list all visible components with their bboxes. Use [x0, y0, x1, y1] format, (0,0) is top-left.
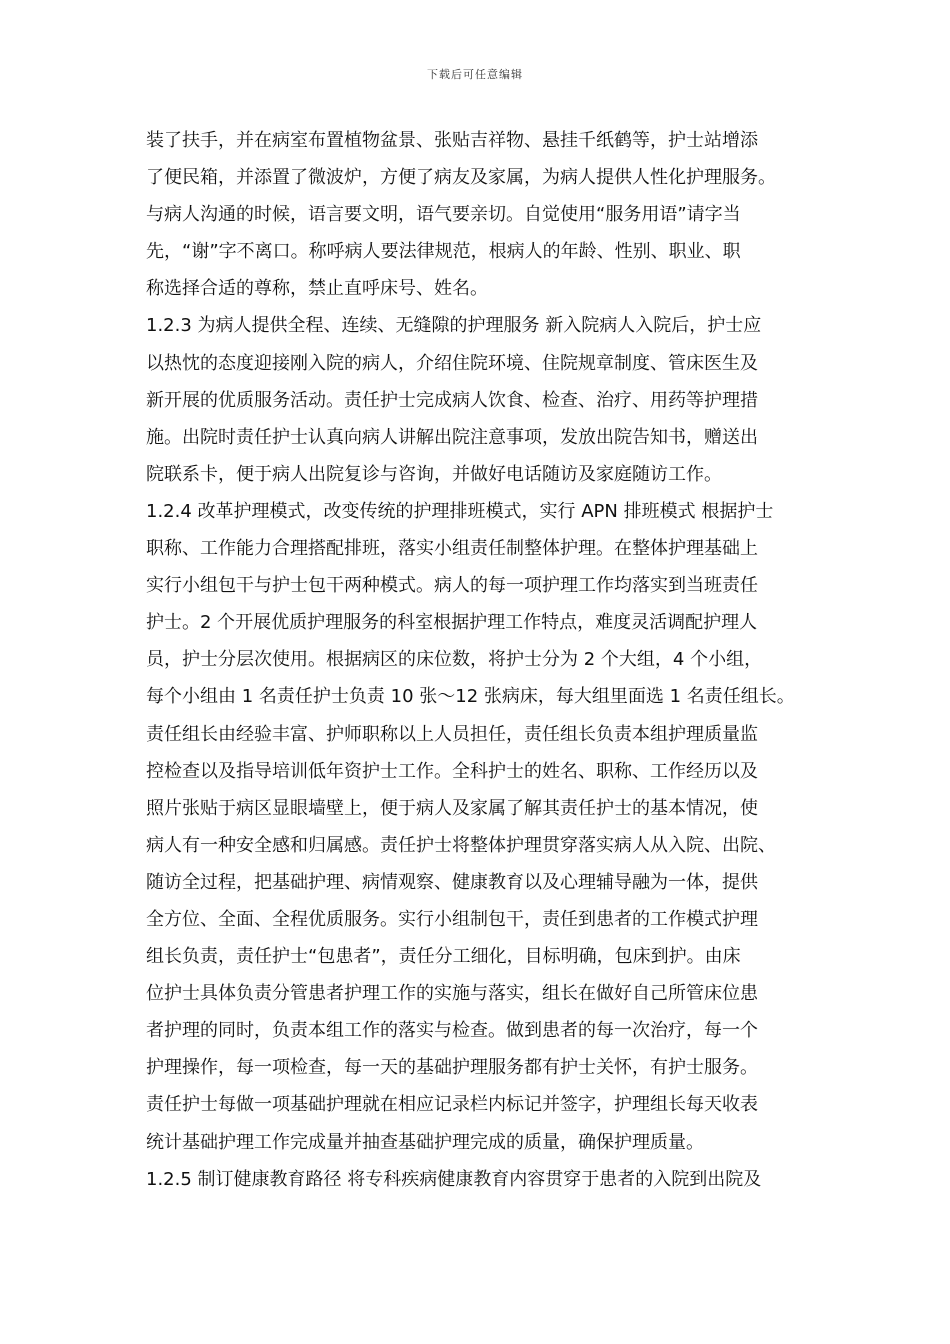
text-line: 施。出院时责任护士认真向病人讲解出院注意事项，发放出院告知书，赠送出 — [146, 426, 758, 448]
text-line: 统计基础护理工作完成量并抽查基础护理完成的质量，确保护理质量。 — [146, 1131, 704, 1153]
text-line: 先，“谢”字不离口。称呼病人要法律规范，根病人的年龄、性别、职业、职 — [146, 241, 741, 263]
section-heading-1-2-3: 1.2.3 为病人提供全程、连续、无缝隙的护理服务 新入院病人入院后，护士应 — [146, 315, 762, 337]
text-line: 责任组长由经验丰富、护师职称以上人员担任，责任组长负责本组护理质量监 — [146, 723, 758, 745]
text-line: 组长负责，责任护士“包患者”，责任分工细化，目标明确，包床到护。由床 — [146, 946, 741, 968]
text-line: 职称、工作能力合理搭配排班，落实小组责任制整体护理。在整体护理基础上 — [146, 538, 758, 560]
text-line: 员，护士分层次使用。根据病区的床位数，将护士分为 2 个大组，4 个小组， — [146, 649, 763, 671]
text-line: 控检查以及指导培训低年资护士工作。全科护士的姓名、职称、工作经历以及 — [146, 760, 758, 782]
page-header: 下载后可任意编辑 — [427, 68, 523, 81]
text-line: 责任护士每做一项基础护理就在相应记录栏内标记并签字，护理组长每天收表 — [146, 1094, 758, 1116]
text-line: 院联系卡，便于病人出院复诊与咨询，并做好电话随访及家庭随访工作。 — [146, 463, 722, 485]
text-line: 照片张贴于病区显眼墙壁上，便于病人及家属了解其责任护士的基本情况，使 — [146, 797, 758, 819]
text-line: 随访全过程，把基础护理、病情观察、健康教育以及心理辅导融为一体，提供 — [146, 871, 758, 893]
text-line: 每个小组由 1 名责任护士负责 10 张～12 张病床，每大组里面选 1 名责任组长。 — [146, 686, 795, 708]
text-line: 了便民箱，并添置了微波炉，方便了病友及家属，为病人提供人性化护理服务。 — [146, 167, 776, 189]
text-line: 病人有一种安全感和归属感。责任护士将整体护理贯穿落实病人从入院、出院、 — [146, 834, 776, 856]
text-line: 护士。2 个开展优质护理服务的科室根据护理工作特点，难度灵活调配护理人 — [146, 612, 758, 634]
body-text — [146, 122, 816, 1198]
text-line: 实行小组包干与护士包干两种模式。病人的每一项护理工作均落实到当班责任 — [146, 575, 758, 597]
text-line: 装了扶手，并在病室布置植物盆景、张贴吉祥物、悬挂千纸鹤等，护士站增添 — [146, 130, 758, 151]
section-heading-1-2-4: 1.2.4 改革护理模式，改变传统的护理排班模式，实行 APN 排班模式 根据护士 — [146, 500, 774, 522]
text-line: 以热忱的态度迎接刚入院的病人，介绍住院环境、住院规章制度、管床医生及 — [146, 352, 758, 374]
text-line: 新开展的优质服务活动。责任护士完成病人饮食、检查、治疗、用药等护理措 — [146, 389, 758, 411]
text-line: 称选择合适的尊称，禁止直呼床号、姓名。 — [146, 278, 488, 300]
text-line: 护理操作，每一项检查，每一天的基础护理服务都有护士关怀，有护士服务。 — [146, 1057, 758, 1079]
text-line: 者护理的同时，负责本组工作的落实与检查。做到患者的每一次治疗，每一个 — [146, 1020, 758, 1042]
text-line: 位护士具体负责分管患者护理工作的实施与落实，组长在做好自己所管床位患 — [146, 983, 758, 1005]
text-line: 全方位、全面、全程优质服务。实行小组制包干，责任到患者的工作模式护理 — [146, 908, 758, 930]
text-line: 与病人沟通的时候，语言要文明，语气要亲切。自觉使用“服务用语”请字当 — [146, 204, 741, 226]
section-heading-1-2-5: 1.2.5 制订健康教育路径 将专科疾病健康教育内容贯穿于患者的入院到出院及 — [146, 1168, 762, 1190]
